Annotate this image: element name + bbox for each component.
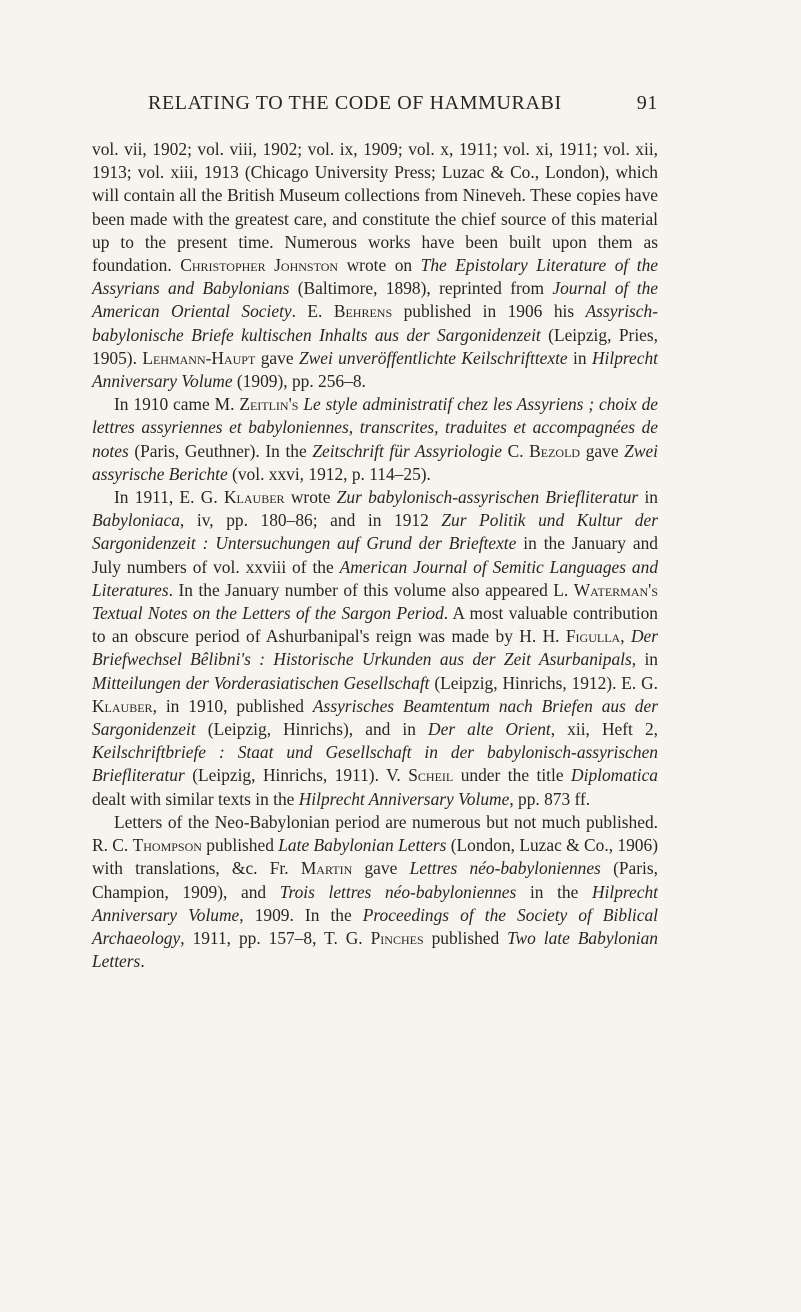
author-name: Martin [300, 858, 353, 879]
author-name: Figulla [565, 626, 621, 647]
author-name: Lehmann-Haupt [142, 347, 256, 368]
text-run: , xii, Heft 2, [550, 719, 658, 740]
italic-title: Diplomatica [571, 765, 658, 786]
italic-title: Late Babylonian Letters [278, 835, 447, 856]
text-run: (Leipzig, Pries, 1905). [92, 324, 658, 368]
text-run: , pp. 873 ff. [509, 788, 591, 809]
text-run: dealt with similar texts in the [92, 788, 299, 809]
text-run: . [140, 951, 145, 972]
author-name: Klauber [92, 695, 153, 716]
text-run: . E. [291, 301, 334, 322]
text-run: , 1911, pp. 157–8, T. G. [180, 927, 371, 948]
italic-title: Der Briefwechsel Bêlibni's : Historische Urkunden aus der Zeit Asurbanipals [92, 626, 659, 670]
italic-title: American Journal of Semitic Languages and Literatures [92, 556, 659, 600]
paragraph-2 [92, 393, 658, 486]
text-run: Letters of the Neo-Babylonian period are numerous but not much published. R. C. [92, 811, 658, 856]
italic-title: Hilprecht Anniversary Volume [298, 788, 510, 809]
author-name: Thompson [132, 835, 202, 856]
paragraph-1 [92, 138, 658, 393]
text-run: (1909), pp. 256–8. [232, 371, 366, 392]
running-head-title: RELATING TO THE CODE OF HAMMURABI [148, 92, 562, 114]
text-run: vol. vii, 1902; vol. viii, 1902; vol. ix, 1909; vol. x, 1911; vol. xi, 1911; vol. xii, 1913; vol. xiii, 1913 (Chicago University Press; Luzac & Co., London), which will contain all the British Museum collections from Nineveh. These copies have been made with the greatest care, and constitute the chief source of this material up to the present time. Numerous works have been built upon them as foundation. [92, 139, 658, 276]
text-run: (Baltimore, 1898), reprinted from [289, 278, 553, 299]
page-number: 91 [636, 92, 658, 114]
author-name: Scheil [408, 765, 454, 786]
text-run: wrote [284, 487, 337, 508]
author-name: Waterman's [573, 579, 658, 600]
italic-title: Assyrisch-babylonische Briefe kultischen Inhalts aus der Sargonidenzeit [92, 301, 659, 345]
italic-title: Two late Babylonian Letters [92, 927, 658, 972]
text-run: . A most valuable contribution to an obscure period of Ashurbanipal's reign was made by H. H. [92, 603, 658, 647]
author-name: Behrens [333, 301, 393, 322]
paragraph-3 [92, 486, 658, 811]
italic-title: Trois lettres néo-babyloniennes [279, 881, 517, 902]
paragraph-4 [92, 811, 658, 973]
text-run: (Leipzig, Hinrichs, 1912). E. G. [429, 672, 659, 693]
italic-title: Lettres néo-babyloniennes [409, 858, 601, 879]
text-run: gave [255, 347, 299, 368]
italic-title: The Epistolary Literature of the Assyrians and Babylonians [92, 255, 659, 299]
italic-title: Hilprecht Anniversary Volume [92, 347, 658, 392]
text-run: , in [631, 649, 658, 670]
text-run: (Paris, Champion, 1909), and [92, 858, 658, 902]
italic-title: Keilschriftbriefe : Staat und Gesellschaft in der babylonisch-assyrischen Briefliteratur [92, 742, 658, 786]
author-name: Klauber [224, 487, 285, 508]
italic-title: Le style administratif chez les Assyriens ; choix de lettres assyriennes et babyloniennes, transcrites, traduites et accompagnées de notes [92, 394, 658, 461]
italic-title: Zur babylonisch-assyrischen Briefliteratur [336, 487, 639, 508]
text-run: under the title [453, 765, 572, 786]
italic-title: Zeitschrift für Assyriologie [312, 440, 502, 461]
text-run: , 1909. In the [239, 904, 363, 925]
text-run: , in 1910, published [152, 695, 313, 716]
text-run: In 1910 came M. [114, 394, 240, 415]
text-run: published [201, 835, 279, 856]
text-run: . In the January number of this volume also appeared L. [168, 579, 574, 600]
text-run: (Leipzig, Hinrichs, 1911). V. [184, 765, 409, 786]
author-name: Bezold [529, 440, 581, 461]
italic-title: Der alte Orient [428, 719, 551, 740]
text-run: in [567, 347, 592, 368]
author-name: Christopher Johnston [180, 255, 339, 276]
italic-title: Assyrisches Beamtentum nach Briefen aus der Sargonidenzeit [92, 695, 658, 740]
body-text [92, 138, 658, 973]
italic-title: Journal of the American Oriental Society [92, 278, 658, 322]
italic-title: Hilprecht Anniversary Volume [92, 881, 658, 925]
text-run: , [620, 626, 631, 647]
text-run: in the [516, 881, 592, 902]
italic-title: Proceedings of the Society of Biblical Archaeology [92, 904, 658, 948]
text-run: (vol. xxvi, 1912, p. 114–25). [227, 463, 431, 484]
text-run: (Paris, Geuthner). In the [128, 440, 313, 461]
italic-title: Mitteilungen der Vorderasiatischen Gesellschaft [92, 672, 430, 693]
text-run: gave [580, 440, 625, 461]
text-run: gave [352, 858, 410, 879]
italic-title: Babyloniaca [92, 510, 180, 531]
author-name: Zeitlin's [239, 394, 299, 415]
italic-title: Textual Notes on the Letters of the Sargon Period [92, 603, 444, 624]
italic-title: Zwei assyrische Berichte [92, 440, 658, 484]
text-run: In 1911, E. G. [114, 487, 224, 508]
text-run: in [638, 487, 658, 508]
text-run: (Leipzig, Hinrichs), and in [195, 719, 429, 740]
text-run: published [423, 927, 508, 948]
italic-title: Zwei unveröffentlichte Keilschrifttexte [298, 347, 568, 368]
text-run: C. [501, 440, 530, 461]
author-name: Pinches [370, 927, 424, 948]
text-run: published in 1906 his [392, 301, 586, 322]
text-run: in the January and July numbers of vol. xxviii of the [92, 533, 658, 577]
running-head [148, 92, 658, 122]
text-run: (London, Luzac & Co., 1906) with translations, &c. Fr. [92, 835, 658, 879]
italic-title: Zur Politik und Kultur der Sargonidenzeit : Untersuchungen auf Grund der Brieftexte [92, 510, 658, 554]
text-run: wrote on [338, 255, 421, 276]
text-run: , iv, pp. 180–86; and in 1912 [179, 510, 442, 531]
